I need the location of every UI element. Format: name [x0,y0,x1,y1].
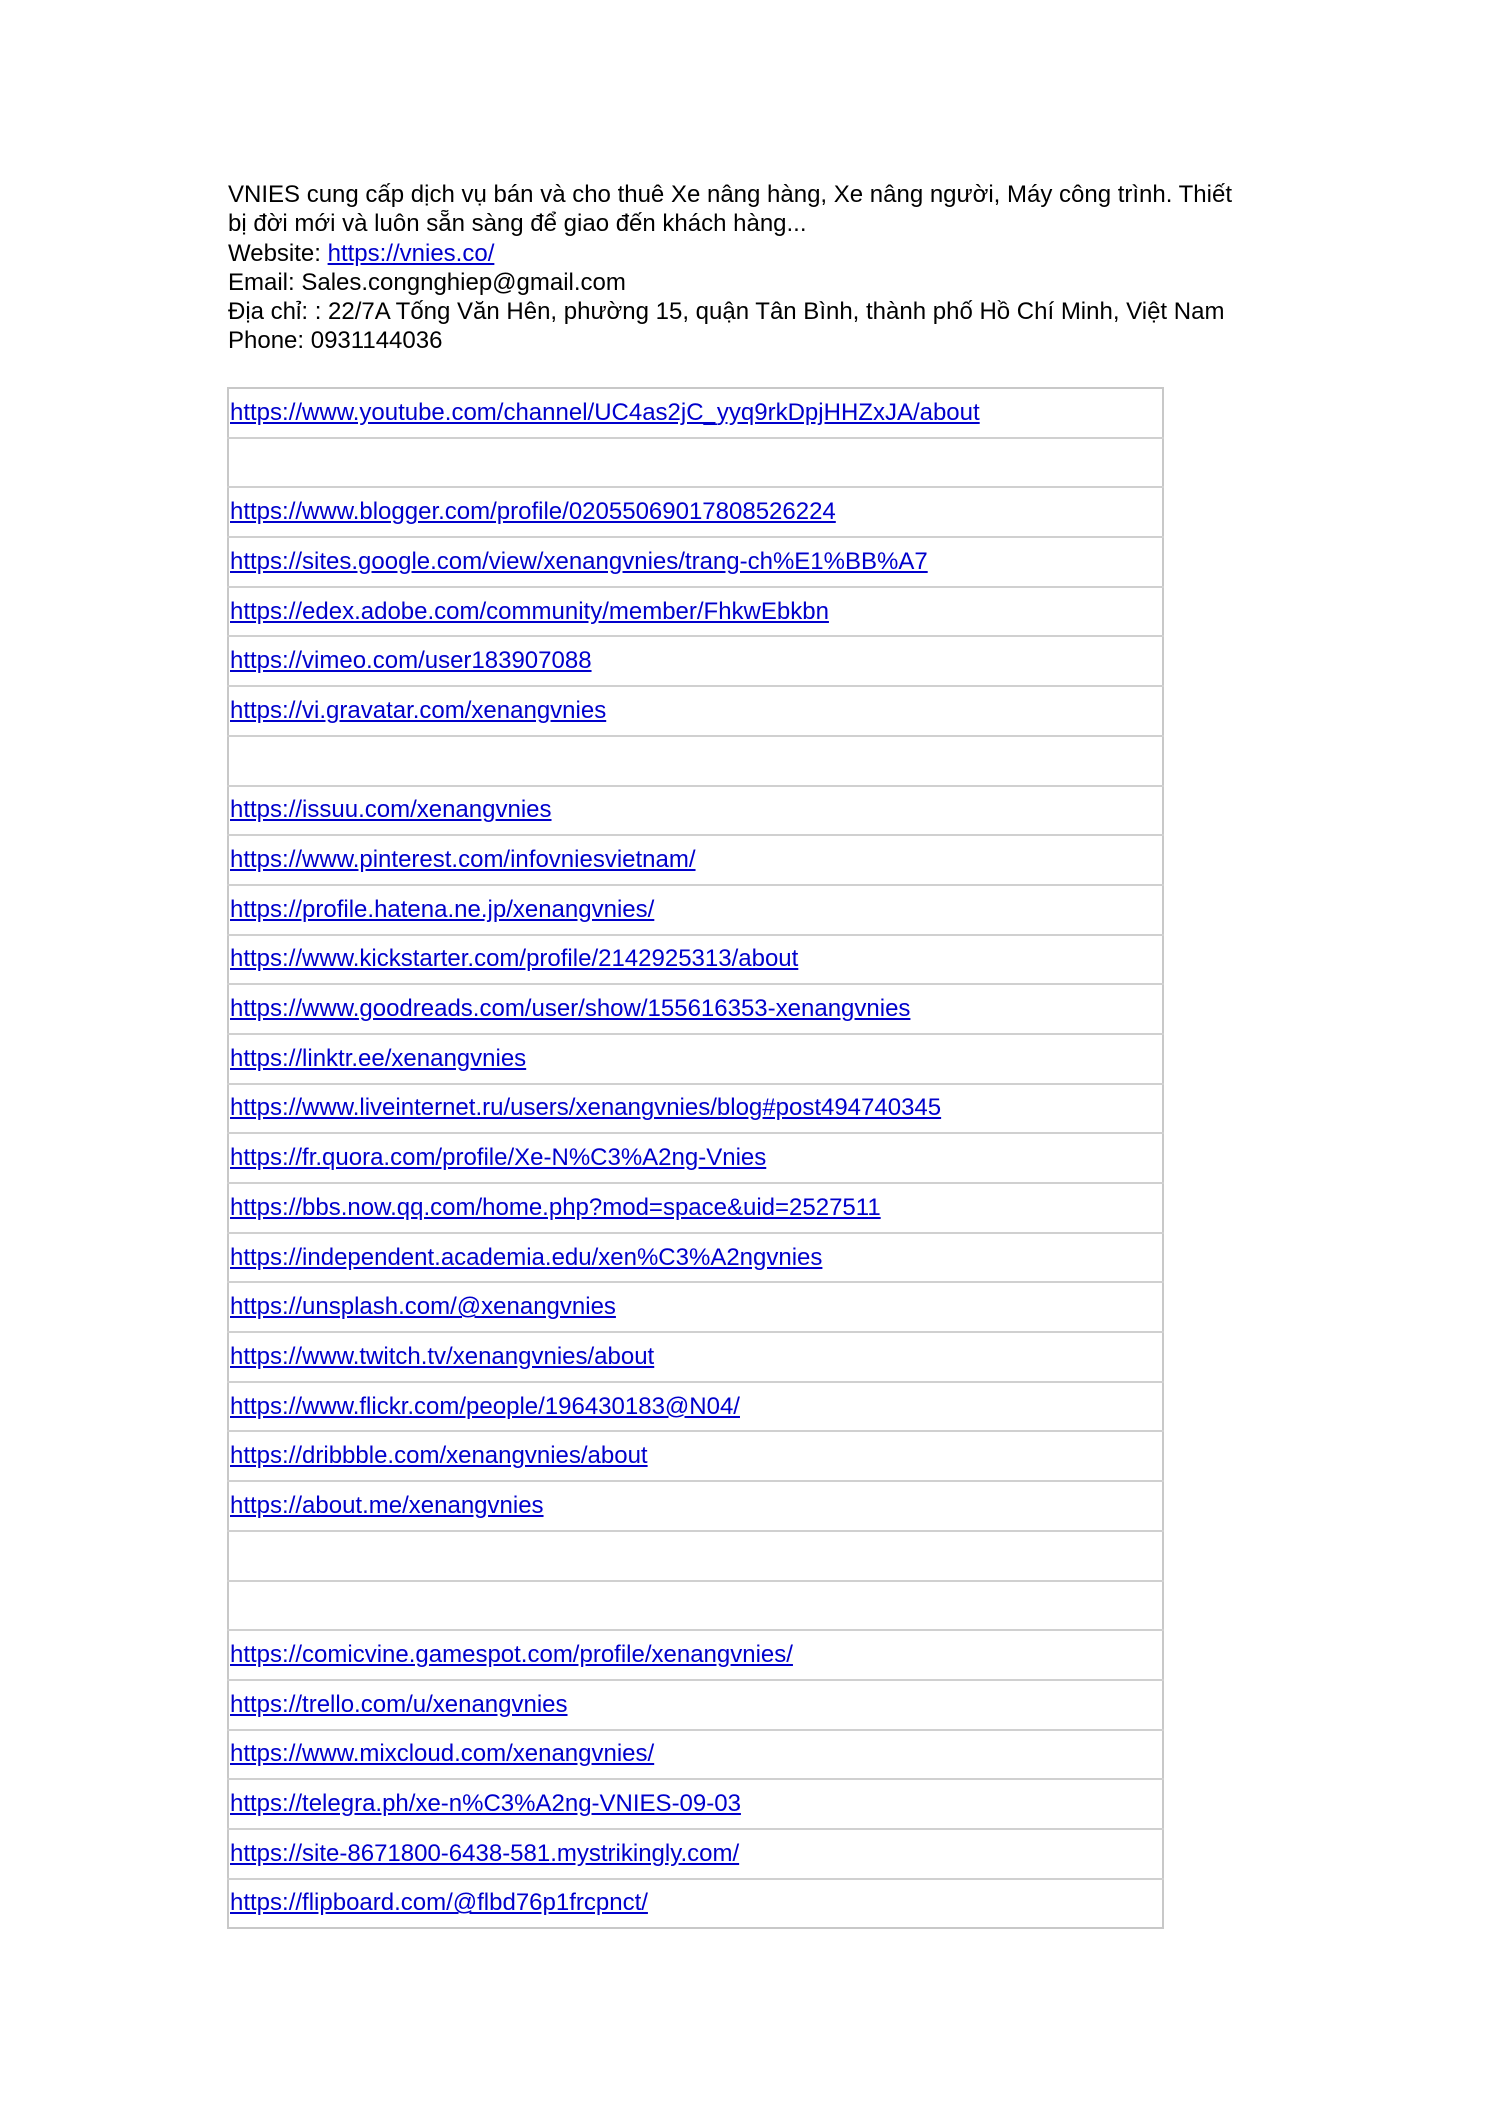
profile-link[interactable]: https://www.pinterest.com/infovniesvietnam/ [230,846,696,874]
table-row [228,835,1163,885]
table-row [228,1133,1163,1183]
profile-link[interactable]: https://trello.com/u/xenangvnies [230,1690,568,1718]
table-row [228,1730,1163,1780]
table-cell [228,1382,1163,1432]
profile-link[interactable]: https://independent.academia.edu/xen%C3%A2ngvnies [230,1243,823,1271]
table-cell [228,1581,1163,1631]
profile-link[interactable]: https://unsplash.com/@xenangvnies [230,1293,616,1321]
table-row [228,1431,1163,1481]
table-cell [228,1133,1163,1183]
profile-link[interactable]: https://vimeo.com/user183907088 [230,647,592,675]
links-table [227,387,1164,1929]
table-cell [228,736,1163,786]
profile-link[interactable]: https://vi.gravatar.com/xenangvnies [230,696,607,724]
profile-link[interactable]: https://site-8671800-6438-581.mystrikingly.com/ [230,1839,740,1867]
table-cell [228,1730,1163,1780]
table-row [228,1630,1163,1680]
table-cell [228,1879,1163,1929]
table-row [228,786,1163,836]
table-row [228,935,1163,985]
table-row [228,587,1163,637]
table-row [228,1034,1163,1084]
profile-link[interactable]: https://www.flickr.com/people/196430183@N04/ [230,1392,740,1420]
profile-link[interactable]: https://www.blogger.com/profile/02055069017808526224 [230,498,836,526]
table-row [228,1084,1163,1134]
table-cell [228,587,1163,637]
profile-link[interactable]: https://bbs.now.qq.com/home.php?mod=space&uid=2527511 [230,1193,881,1221]
profile-link[interactable]: https://www.liveinternet.ru/users/xenangvnies/blog#post494740345 [230,1094,942,1122]
table-row [228,1779,1163,1829]
table-cell [228,1332,1163,1382]
table-cell [228,487,1163,537]
profile-link[interactable]: https://sites.google.com/view/xenangvnies/trang-ch%E1%BB%A7 [230,547,928,575]
table-row [228,1183,1163,1233]
table-cell [228,1829,1163,1879]
table-row [228,1233,1163,1283]
table-cell [228,388,1163,438]
table-row [228,1481,1163,1531]
profile-link[interactable]: https://linktr.ee/xenangvnies [230,1044,527,1072]
table-row [228,537,1163,587]
profile-link[interactable]: https://www.twitch.tv/xenangvnies/about [230,1342,655,1370]
website-line [228,239,1248,268]
table-row [228,1282,1163,1332]
table-cell [228,537,1163,587]
website-link[interactable]: https://vnies.co/ [327,239,495,267]
profile-link[interactable]: https://www.youtube.com/channel/UC4as2jC_yyq9rkDpjHHZxJA/about [230,398,980,426]
table-cell [228,1034,1163,1084]
table-row [228,885,1163,935]
profile-link[interactable]: https://dribbble.com/xenangvnies/about [230,1442,648,1470]
profile-link[interactable]: https://fr.quora.com/profile/Xe-N%C3%A2ng-Vnies [230,1144,767,1172]
profile-link[interactable]: https://profile.hatena.ne.jp/xenangvnies/ [230,895,655,923]
table-row [228,1531,1163,1581]
profile-link[interactable]: https://issuu.com/xenangvnies [230,796,552,824]
table-cell [228,1282,1163,1332]
profile-link[interactable]: https://edex.adobe.com/community/member/FhkwEbkbn [230,597,829,625]
table-cell [228,935,1163,985]
table-row [228,438,1163,488]
website-label: Website: [228,239,328,267]
table-cell [228,1481,1163,1531]
profile-link[interactable]: https://www.goodreads.com/user/show/155616353-xenangvnies [230,995,911,1023]
table-cell [228,636,1163,686]
table-cell [228,686,1163,736]
table-cell [228,1431,1163,1481]
table-row [228,487,1163,537]
profile-link[interactable]: https://flipboard.com/@flbd76p1frcpnct/ [230,1889,648,1917]
table-cell [228,885,1163,935]
profile-link[interactable]: https://www.kickstarter.com/profile/2142925313/about [230,945,799,973]
table-cell [228,1084,1163,1134]
table-row [228,1829,1163,1879]
table-row [228,984,1163,1034]
table-cell [228,1183,1163,1233]
table-cell [228,835,1163,885]
table-cell [228,438,1163,488]
table-cell [228,1531,1163,1581]
table-row [228,636,1163,686]
table-cell [228,1779,1163,1829]
profile-link[interactable]: https://about.me/xenangvnies [230,1491,544,1519]
table-row [228,686,1163,736]
intro-description: VNIES cung cấp dịch vụ bán và cho thuê Xe nâng hàng, Xe nâng người, Máy công trình. Thiết bị đời mới và luôn sẵn sàng để giao đến khách hàng... [228,181,1233,238]
table-cell [228,984,1163,1034]
table-row [228,1680,1163,1730]
table-row [228,1581,1163,1631]
email-line: Email: Sales.congnghiep@gmail.com [228,268,626,296]
table-cell [228,1630,1163,1680]
table-row [228,736,1163,786]
table-row [228,1382,1163,1432]
profile-link[interactable]: https://www.mixcloud.com/xenangvnies/ [230,1740,655,1768]
profile-link[interactable]: https://comicvine.gamespot.com/profile/xenangvnies/ [230,1641,793,1669]
table-row [228,388,1163,438]
table-cell [228,786,1163,836]
intro-block [228,180,1248,356]
table-row [228,1332,1163,1382]
address-line: Địa chỉ: : 22/7A Tống Văn Hên, phường 15, quận Tân Bình, thành phố Hồ Chí Minh, Việt Nam [228,298,1225,326]
table-cell [228,1233,1163,1283]
phone-line: Phone: 0931144036 [228,327,443,355]
table-cell [228,1680,1163,1730]
profile-link[interactable]: https://telegra.ph/xe-n%C3%A2ng-VNIES-09-03 [230,1790,741,1818]
table-row [228,1879,1163,1929]
